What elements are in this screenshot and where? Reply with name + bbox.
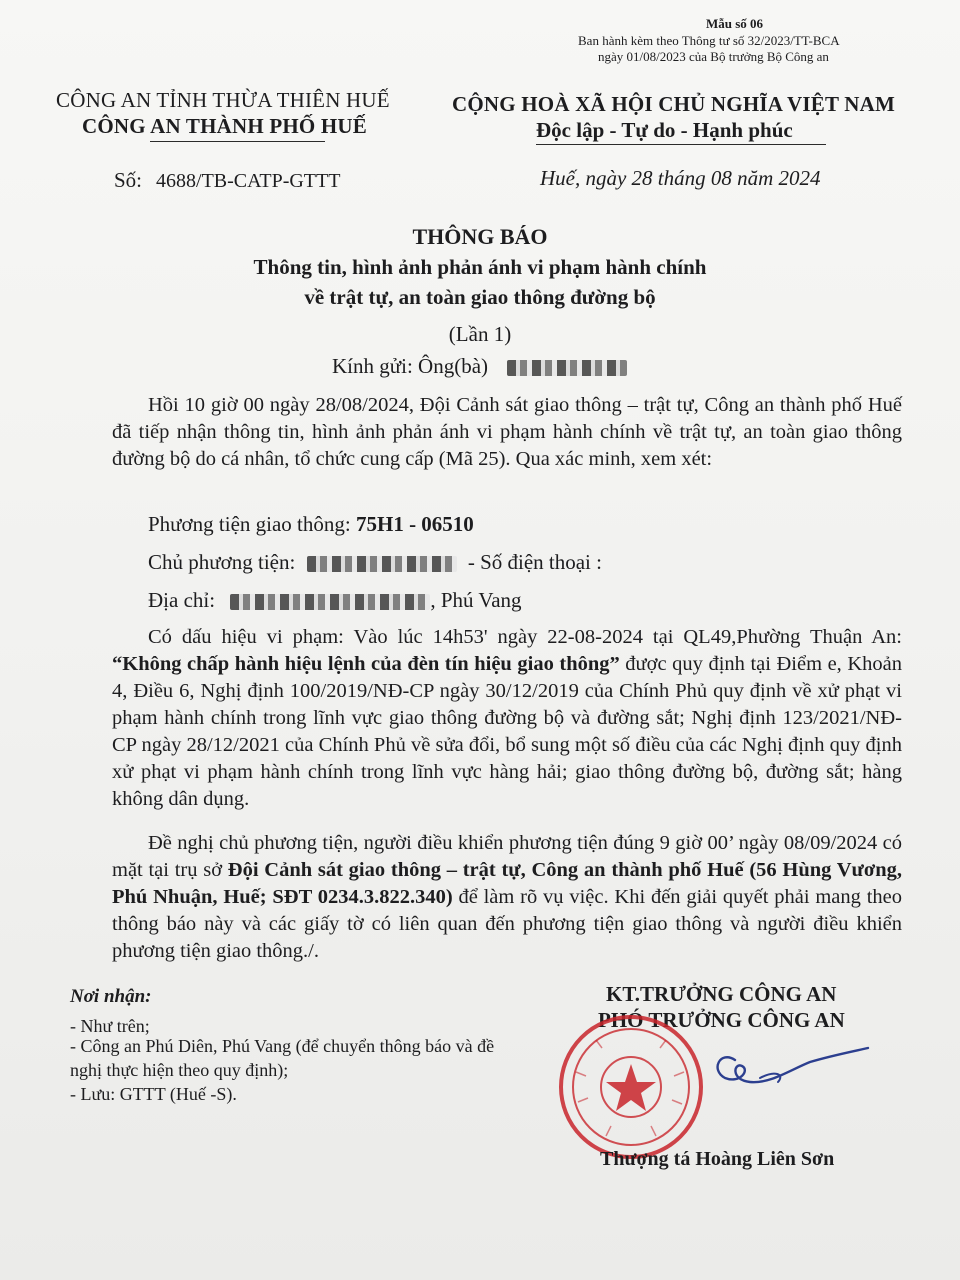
receiver-item: - Lưu: GTTT (Huế -S).: [70, 1084, 237, 1104]
form-reference-line: ngày 01/08/2023 của Bộ trưởng Bộ Công an: [598, 49, 829, 64]
signature-title: PHÓ TRƯỞNG CÔNG AN: [598, 1008, 845, 1032]
redacted-name: [507, 360, 627, 376]
document-number-value: 4688/TB-CATP-GTTT: [156, 170, 341, 192]
divider: [150, 141, 325, 142]
notice-round: (Lần 1): [448, 322, 512, 346]
document-subtitle: Thông tin, hình ảnh phản ánh vi phạm hành chính: [253, 255, 707, 279]
document-number-label: Số:: [114, 168, 143, 192]
signature-icon: [690, 1040, 870, 1100]
request-office: Đội Cảnh sát giao thông – trật tự, Công an thành phố Huế (56 Hùng Vương, Phú Nhuận, Huế; SĐT 0234.3.822.340): [112, 859, 902, 908]
receiver-item: - Công an Phú Diên, Phú Vang (để chuyển thông báo và đề nghị thực hiện theo quy định);: [70, 1036, 495, 1080]
nation-name: CỘNG HOÀ XÃ HỘI CHỦ NGHĨA VIỆT NAM: [452, 92, 895, 116]
place-date: Huế, ngày 28 tháng 08 năm 2024: [540, 166, 821, 190]
phone-label: - Số điện thoại :: [467, 550, 602, 574]
address-tail: , Phú Vang: [430, 588, 522, 612]
violation-tail: được quy định tại Điểm e, Khoản 4, Điều 6, Nghị định 100/2019/NĐ-CP ngày 30/12/2019 của Chính Phủ quy định về xử phạt vi phạm hành chính trong lĩnh vực giao thông đường bộ và đường sắt; Nghị định 123/2021/NĐ-CP ngày 28/12/2021 của Chính Phủ về sửa đổi, bổ sung một số điều của các Nghị định quy định xử phạt vi phạm hành chính trong lĩnh vực hàng hải; giao thông đường bộ, đường sắt; hàng không dân dụng.: [112, 653, 902, 810]
nation-motto: Độc lập - Tự do - Hạnh phúc: [536, 118, 793, 142]
request-lead: Đề nghị chủ phương tiện, người điều khiển phương tiện đúng 9 giờ 00’ ngày 08/09/2024 có mặt tại trụ sở: [112, 832, 902, 881]
form-reference-line: Ban hành kèm theo Thông tư số 32/2023/TT-BCA: [578, 33, 840, 48]
violation-lead: Có dấu hiệu vi phạm: Vào lúc 14h53' ngày 22-08-2024 tại QL49,Phường Thuận An:: [148, 626, 902, 648]
owner-line: [148, 550, 602, 575]
recipient-label: Kính gửi: Ông(bà): [332, 354, 489, 378]
vehicle-label: Phương tiện giao thông:: [148, 512, 351, 536]
request-paragraph: [112, 830, 902, 965]
violation-offense: “Không chấp hành hiệu lệnh của đèn tín hiệu giao thông”: [112, 653, 620, 675]
recipient-line: [332, 354, 627, 379]
signature-title: KT.TRƯỞNG CÔNG AN: [606, 982, 837, 1006]
document-title: THÔNG BÁO: [412, 224, 548, 249]
violation-paragraph: [112, 624, 902, 813]
address-label: Địa chỉ:: [148, 588, 216, 612]
redacted-address: [230, 594, 430, 610]
receivers-title: Nơi nhận:: [70, 986, 152, 1007]
owner-label: Chủ phương tiện:: [148, 550, 296, 574]
request-tail: để làm rõ vụ việc. Khi đến giải quyết phải mang theo thông báo này và các giấy tờ có liên quan đến phương tiện giao thông và người điều khiển phương tiện giao thông./.: [112, 886, 902, 962]
divider: [536, 144, 826, 145]
agency-parent: CÔNG AN TỈNH THỪA THIÊN HUẾ: [56, 88, 390, 112]
intro-paragraph: Hồi 10 giờ 00 ngày 28/08/2024, Đội Cảnh sát giao thông – trật tự, Công an thành phố Huế đã tiếp nhận thông tin, hình ảnh phản ánh vi phạm hành chính về trật tự, an toàn giao thông đường bộ do cá nhân, tổ chức cung cấp (Mã 25). Qua xác minh, xem xét:: [112, 394, 902, 470]
vehicle-line: [148, 512, 474, 537]
agency-name: CÔNG AN THÀNH PHỐ HUẾ: [82, 114, 368, 138]
form-number: Mẫu số 06: [706, 16, 764, 31]
license-plate: 75H1 - 06510: [355, 512, 474, 536]
address-line: [148, 588, 522, 613]
receiver-item: - Như trên;: [70, 1016, 150, 1036]
signer-name: Thượng tá Hoàng Liên Sơn: [600, 1148, 835, 1170]
official-seal-icon: [556, 1012, 706, 1162]
redacted-owner: [307, 556, 457, 572]
document-number: [114, 168, 340, 193]
document-subtitle: về trật tự, an toàn giao thông đường bộ: [304, 285, 656, 309]
